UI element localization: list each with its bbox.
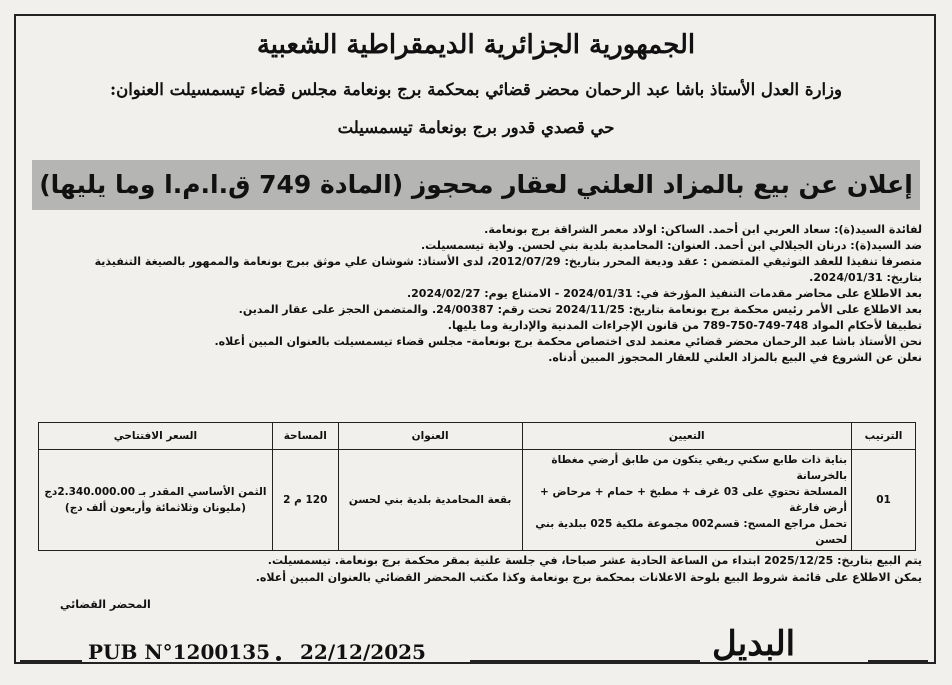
- cell-price: [39, 450, 273, 551]
- body-line: نعلن عن الشروع في البيع بالمزاد العلني للعقار المحجوز المبين أدناه.: [548, 351, 922, 364]
- sale-details: [24, 552, 922, 586]
- header-price: السعر الافتتاحي: [39, 423, 273, 450]
- body-line: بتاريخ: 2024/01/31.: [809, 271, 922, 284]
- body-line: بعد الاطلاع على محاضر مقدمات التنفيذ المؤرخة في: 2024/01/31 - الامتناع يوم: 2024/02/27.: [406, 287, 922, 300]
- separator-dot: [276, 656, 281, 661]
- price-line: الثمن الأساسي المقدر بـ 2.340.000.00دج: [44, 486, 267, 498]
- body-line: ضد السيد(ة): درنان الجيلالي ابن أحمد. العنوان: المحامدية بلدية بني لحسن. ولاية تيسمسيلت.: [420, 239, 922, 252]
- designation-line: تحمل مراجع المسح: قسم002 مجموعة ملكية 025 ببلدية بني لحسن: [535, 518, 848, 546]
- cell-address: بقعة المحامدية بلدية بني لحسن: [338, 450, 522, 551]
- auction-banner: إعلان عن بيع بالمزاد العلني لعقار محجوز (المادة 749 ق.ا.م.ا وما يليها): [32, 160, 920, 210]
- notice-body: [24, 222, 922, 366]
- property-table: [38, 422, 916, 551]
- body-line: بعد الاطلاع على الأمر رئيس محكمة برج بونعامة بتاريخ: 2024/11/25 تحت رقم: 24/00387. والمتضمن الحجز على عقار المدين.: [238, 303, 922, 316]
- body-line: نحن الأستاذ باشا عبد الرحمان محضر قضائي معتمد لدى اختصاص محكمة برج بونعامة- مجلس قضاء تيسمسيلت بالعنوان المبين أعلاه.: [214, 335, 922, 348]
- table-row: [39, 450, 916, 551]
- body-line: تطبيقا لأحكام المواد 748-749-750-789 من قانون الإجراءات المدنية والإدارية وما يليها.: [447, 319, 922, 332]
- cell-order: 01: [852, 450, 916, 551]
- footer-line: يمكن الاطلاع على قائمة شروط البيع بلوحة الاعلانات بمحكمة برج بونعامة وكذا مكتب المحضر القضائي بالعنوان المبين أعلاه.: [255, 571, 922, 584]
- bottom-rule-right: [868, 660, 928, 662]
- header-address: العنوان: [338, 423, 522, 450]
- header-order: الترتيب: [852, 423, 916, 450]
- table-header-row: [39, 423, 916, 450]
- designation-line: بناية ذات طابع سكني ريفي يتكون من طابق أرضي مغطاة بالخرسانة: [551, 454, 848, 482]
- bottom-rule-middle: [470, 660, 700, 662]
- body-line: متصرفا تنفيذا للعقد التوثيقي المتضمن : عقد وديعة المحرر بتاريخ: 2012/07/29، لدى الأستاذ: شوشان علي موثق ببرج بونعامة والممهور بالصيغة التنفيذية: [94, 255, 922, 268]
- header-designation: التعيين: [522, 423, 852, 450]
- bailiff-address: حي قصدي قدور برج بونعامة تيسمسيلت: [337, 118, 615, 137]
- designation-line: المسلحة تحتوي على 03 غرف + مطبخ + حمام + مرحاض + أرض فارغة: [540, 486, 848, 514]
- cell-designation: [522, 450, 852, 551]
- price-words: (مليونان وثلاثمائة وأربعون ألف دج): [64, 502, 246, 514]
- republic-title: الجمهورية الجزائرية الديمقراطية الشعبية: [256, 30, 696, 60]
- ministry-subtitle: وزارة العدل الأستاذ باشا عبد الرحمان محضر قضائي بمحكمة برج بونعامة مجلس قضاء تيسمسيلت العنوان:: [109, 80, 842, 99]
- cell-area: 120 م 2: [272, 450, 338, 551]
- bailiff-signature: المحضر القضائي: [60, 598, 151, 611]
- header-area: المساحة: [272, 423, 338, 450]
- newspaper-logo: البديل: [712, 624, 796, 664]
- body-line: لفائدة السيد(ة): سعاد العربي ابن أحمد. الساكن: اولاد معمر الشراقة برج بونعامة.: [484, 223, 922, 236]
- pub-number: PUB N°1200135: [88, 640, 271, 664]
- publication-date: 22/12/2025: [300, 640, 426, 664]
- bottom-rule-left: [20, 660, 82, 662]
- footer-line: يتم البيع بتاريخ: 2025/12/25 ابتداء من الساعة الحادية عشر صباحا، في جلسة علنية بمقر محكمة برج بونعامة. تيسمسيلت.: [267, 554, 922, 567]
